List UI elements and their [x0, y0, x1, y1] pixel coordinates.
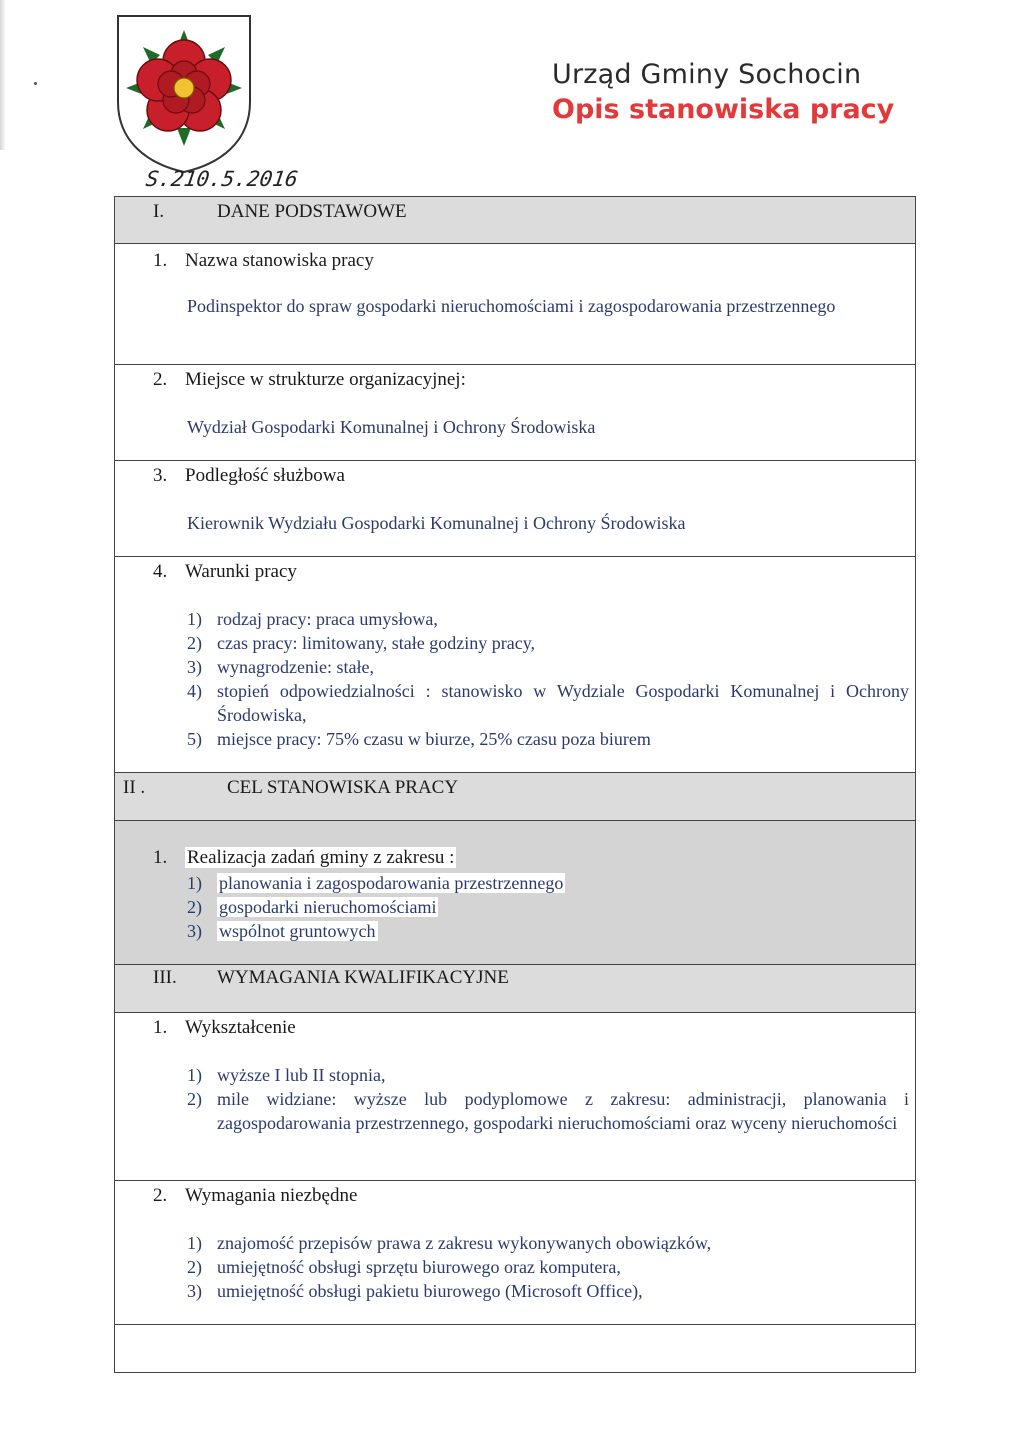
job-description-form	[114, 196, 916, 1373]
field-label: 1. Nazwa stanowiska pracy	[153, 250, 374, 271]
field-job-title	[114, 244, 916, 365]
field-subordination	[114, 461, 916, 557]
section-number: II .	[123, 777, 146, 798]
education-list	[187, 1063, 909, 1135]
field-value-department: Wydział Gospodarki Komunalnej i Ochrony Środowiska	[187, 417, 596, 437]
field-label: 1. Realizacja zadań gminy z zakresu :	[153, 847, 455, 868]
work-conditions-list	[187, 607, 909, 751]
list-item: 2) umiejętność obsługi sprzętu biurowego oraz komputera,	[187, 1257, 621, 1277]
section-number: I.	[153, 201, 165, 222]
coat-of-arms-rose-icon	[116, 14, 252, 174]
field-label: 2. Miejsce w strukturze organizacyjnej:	[153, 369, 466, 390]
list-item: 1) znajomość przepisów prawa z zakresu wykonywanych obowiązków,	[187, 1233, 712, 1253]
list-item: 1) planowania i zagospodarowania przestrzennego	[187, 873, 564, 893]
list-item: 4) stopień odpowiedzialności : stanowisko w Wydziale Gospodarki Komunalnej i Ochrony Środowiska,	[187, 681, 909, 725]
field-label: 4. Warunki pracy	[153, 561, 297, 582]
scan-edge	[0, 0, 6, 150]
section-title: WYMAGANIA KWALIFIKACYJNE	[217, 967, 509, 988]
section-title: CEL STANOWISKA PRACY	[227, 777, 459, 798]
reference-number: S.210.5.2016	[144, 167, 300, 191]
field-work-conditions	[114, 557, 916, 773]
list-item: 3) wspólnot gruntowych	[187, 921, 376, 941]
section-header-job-goal	[114, 773, 916, 821]
list-item: 1) rodzaj pracy: praca umysłowa,	[187, 609, 438, 629]
field-job-goal-tasks	[114, 821, 916, 965]
section-number: III.	[153, 967, 177, 988]
document-title: Opis stanowiska pracy	[552, 94, 895, 125]
field-label: 3. Podległość służbowa	[153, 465, 345, 486]
section-header-basic-data	[114, 196, 916, 244]
list-item: 2) gospodarki nieruchomościami	[187, 897, 437, 917]
section-title: DANE PODSTAWOWE	[217, 201, 407, 222]
field-label: 2. Wymagania niezbędne	[153, 1185, 358, 1206]
section-header-qualifications	[114, 965, 916, 1013]
list-item: 5) miejsce pracy: 75% czasu w biurze, 25% czasu poza biurem	[187, 729, 651, 749]
scan-speck	[34, 82, 37, 85]
required-skills-list	[187, 1231, 909, 1303]
document-header	[552, 58, 894, 128]
field-value-job-title: Podinspektor do spraw gospodarki nieruchomościami i zagospodarowania przestrzennego	[187, 296, 836, 316]
organization-name: Urząd Gminy Sochocin	[552, 59, 862, 90]
field-org-structure	[114, 365, 916, 461]
field-value-supervisor: Kierownik Wydziału Gospodarki Komunalnej i Ochrony Środowiska	[187, 513, 686, 533]
empty-row	[114, 1325, 916, 1373]
field-education	[114, 1013, 916, 1181]
list-item: 2) mile widziane: wyższe lub podyplomowe z zakresu: administracji, planowania i zagospodarowania przestrzennego, gospodarki nieruchomościami oraz wyceny nieruchomości	[187, 1089, 909, 1133]
field-label: 1. Wykształcenie	[153, 1017, 296, 1038]
list-item: 1) wyższe I lub II stopnia,	[187, 1065, 386, 1085]
list-item: 3) umiejętność obsługi pakietu biurowego (Microsoft Office),	[187, 1281, 643, 1301]
list-item: 3) wynagrodzenie: stałe,	[187, 657, 374, 677]
list-item: 2) czas pracy: limitowany, stałe godziny pracy,	[187, 633, 536, 653]
task-scope-list	[187, 871, 565, 943]
field-required-skills	[114, 1181, 916, 1325]
